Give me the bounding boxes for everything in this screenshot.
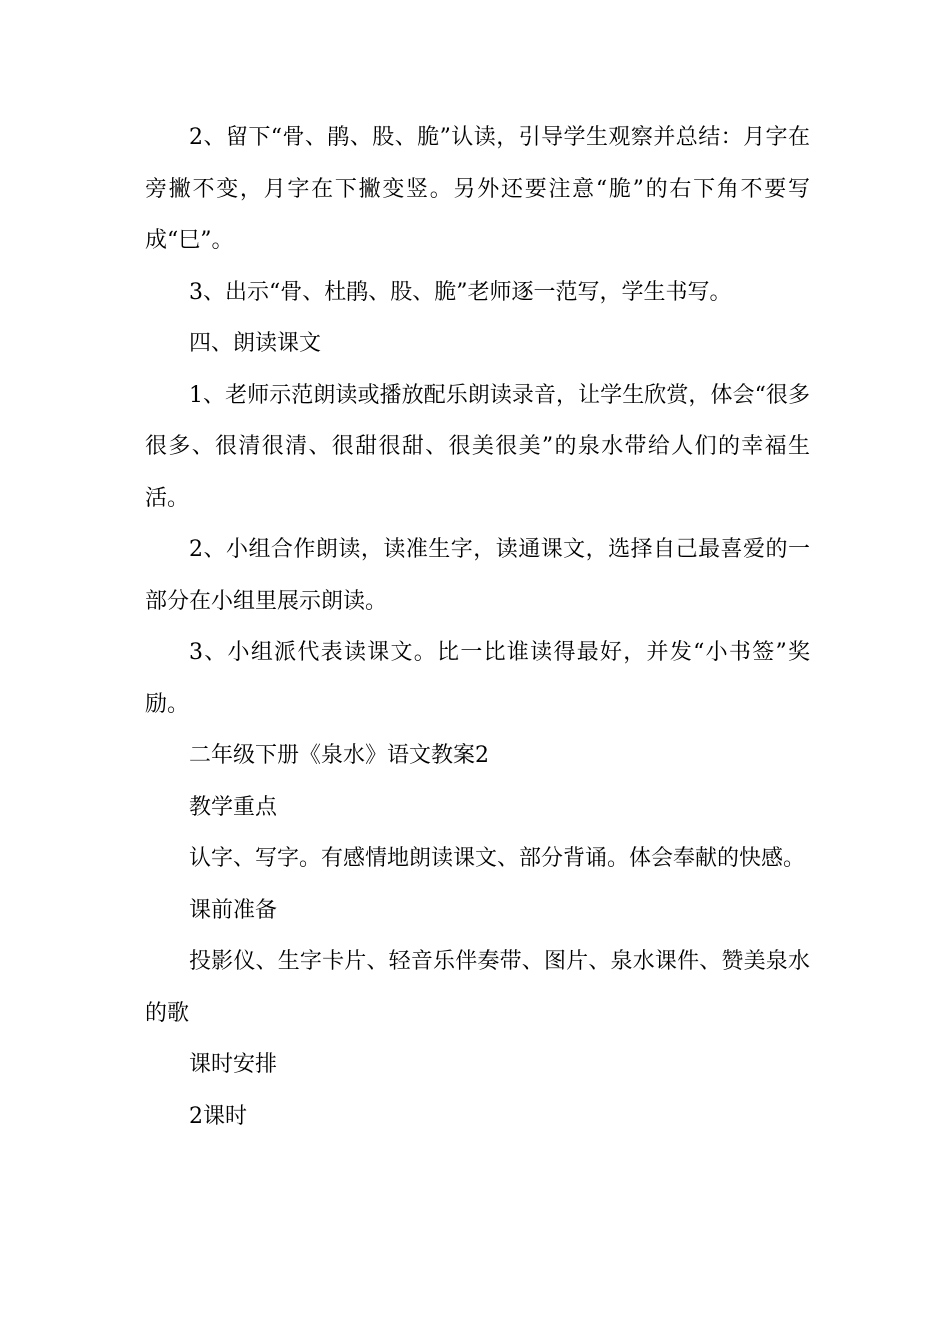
heading-teaching-focus: 教学重点 [189,794,278,820]
paragraph-radical-observation: 2、留下“骨、鹃、股、脆”认读，引导学生观察并总结：月字在旁撇不变，月字在下撇变竖。另外还要注意“脆”的右下角不要写成“巳”。 [145,125,810,253]
section-heading-read-aloud: 四、朗读课文 [189,331,322,356]
paragraph-model-writing: 3、出示“骨、杜鹃、股、脆”老师逐一范写，学生书写。 [189,279,732,305]
paragraph-representative-reading: 3、小组派代表读课文。比一比谁读得最好，并发“小书签”奖励。 [145,640,810,717]
paragraph-preparation: 投影仪、生字卡片、轻音乐伴奏带、图片、泉水课件、赞美泉水的歌 [145,949,810,1026]
paragraph-teaching-focus: 认字、写字。有感情地朗读课文、部分背诵。体会奉献的快感。 [189,846,806,871]
paragraph-group-reading: 2、小组合作朗读，读准生字，读通课文，选择自己最喜爱的一部分在小组里展示朗读。 [145,537,810,614]
paragraph-teacher-reading: 1、老师示范朗读或播放配乐朗读录音，让学生欣赏，体会“很多很多、很清很清、很甜很甜、很美很美”的泉水带给人们的幸福生活。 [145,382,810,511]
heading-schedule: 课时安排 [189,1052,278,1077]
paragraph-schedule: 2课时 [189,1103,247,1129]
heading-preparation: 课前准备 [189,897,278,923]
lesson-plan-title: 二年级下册《泉水》语文教案2 [189,743,489,768]
document-body [145,112,810,1142]
